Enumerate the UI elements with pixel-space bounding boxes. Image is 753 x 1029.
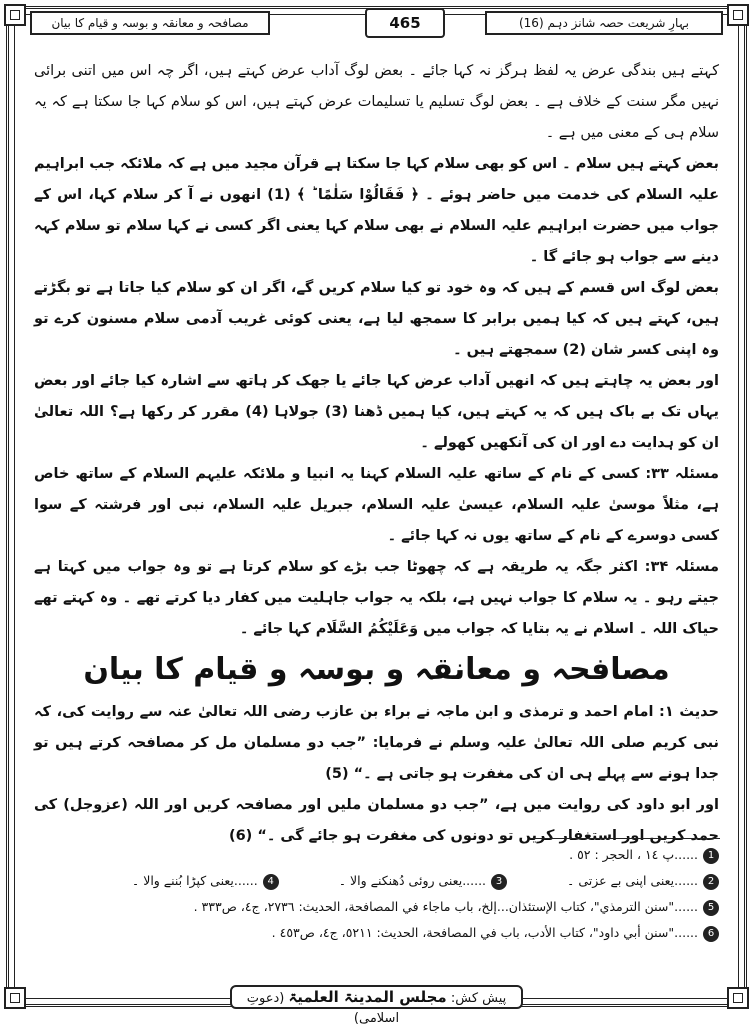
footnote-5 xyxy=(34,894,719,920)
paragraph: کہتے ہیں بندگی عرض یہ لفظ ہرگز نہ کہا جائے ۔ بعض لوگ آداب عرض کہتے ہیں، اگر چہ اس میں اتنی برائی نہیں مگر سنت کے خلاف ہے ۔ بعض لوگ تسلیم یا تسلیمات عرض کہتے ہیں، اس کو سلام کہا جا سکتا ہے کہ یہ سلام ہی کے معنی میں ہے ۔ xyxy=(34,63,719,141)
corner-ornament xyxy=(4,4,26,26)
section-title: مصافحہ و معانقہ و بوسہ و قیام کا بیان xyxy=(83,652,670,687)
footnote-text: ......یعنی روئی دُھنکنے والا ۔ xyxy=(338,873,487,888)
hadith-continuation: اور ابو داود کی روایت میں ہے، ”جب دو مسلمان ملیں اور مصافحہ کریں اور اللہ (عزوجل) کی حمد کریں اور استغفار کریں تو دونوں کی مغفرت ہو جائے گی ۔“ (6) xyxy=(34,797,719,844)
footnote-3 xyxy=(339,868,507,894)
publisher-name: مجلس المدینۃ العلمیۃ xyxy=(288,988,447,1006)
footnote-text: ......پ ١٤ ، الحجر : ٥٢ . xyxy=(569,847,698,862)
footnote-marker: 3 xyxy=(491,874,507,890)
footnote-text: ......یعنی کپڑا بُننے والا ۔ xyxy=(131,873,258,888)
chapter-title: مصافحہ و معانقہ و بوسہ و قیام کا بیان xyxy=(30,11,270,35)
footnote-2 xyxy=(567,868,719,894)
footnote-1 xyxy=(34,842,719,868)
footnote-marker: 6 xyxy=(703,926,719,942)
hadith-1: حدیث ۱: امام احمد و ترمذی و ابن ماجہ نے براء بن عازب رضی اللہ تعالیٰ عنہ سے روایت کی، کہ نبی کریم صلی اللہ تعالیٰ علیہ وسلم نے فرمایا: ”جب دو مسلمان مل کر مصافحہ کرتے ہیں تو جدا ہونے سے پہلے ہی ان کی مغفرت ہو جاتی ہے ۔“ (5) xyxy=(34,704,719,782)
footnote-6 xyxy=(34,920,719,946)
footnote-marker: 5 xyxy=(703,900,719,916)
footnote-divider xyxy=(530,838,720,839)
footnote-marker: 2 xyxy=(703,874,719,890)
footnote-text: ......"سنن الترمذي"، كتاب الإستئذان...إلخ، باب ماجاء في المصافحة، الحديث: ٢٧٣٦، ج٤، ص٣٣٣ . xyxy=(193,899,698,914)
footer-prefix: پیش کش: xyxy=(450,991,507,1006)
corner-ornament xyxy=(727,987,749,1009)
footnotes xyxy=(34,842,719,946)
corner-ornament xyxy=(4,987,26,1009)
publisher-footer xyxy=(230,985,523,1026)
paragraph: بعض کہتے ہیں سلام ۔ اس کو بھی سلام کہا جا سکتا ہے قرآن مجید میں ہے کہ ملائکہ جب ابراہیم علیہ السلام کی خدمت میں حاضر ہوئے ۔ ﴿ فَقَالُوْا سَلٰمًا ؕ ﴾ (1) انھوں نے آ کر سلام کہا، اس کے جواب میں حضرت ابراہیم علیہ السلام نے بھی سلام کہا یعنی اگر کسی نے کہا سلام تو سلام کہہ دینے سے جواب ہو جائے گا ۔ xyxy=(34,156,719,265)
footnote-marker: 1 xyxy=(703,848,719,864)
masala-34: مسئلہ ۳۴: اکثر جگہ یہ طریقہ ہے کہ چھوٹا جب بڑے کو سلام کرتا ہے تو وہ جواب میں کہتا ہے جیتے رہو ۔ یہ سلام کا جواب نہیں ہے، بلکہ یہ جواب جاہلیت میں کفار دیا کرتے تھے ۔ وہ کہتے تھے حیاک اللہ ۔ اسلام نے یہ بتایا کہ جواب میں وَعَلَیْکُمُ السَّلَام کہا جائے ۔ xyxy=(34,559,719,637)
paragraph: بعض لوگ اس قسم کے ہیں کہ وہ خود تو کیا سلام کریں گے، اگر ان کو سلام کیا جاتا ہے تو بگڑتے ہیں، کہتے ہیں کہ کیا ہمیں برابر کا سمجھ لیا ہے، یعنی کوئی غریب آدمی سلام مسنون کرے تو وہ اپنی کسر شان (2) سمجھتے ہیں ۔ xyxy=(34,280,719,358)
footnote-marker: 4 xyxy=(263,874,279,890)
footnote-text: ......یعنی اپنی بے عزتی ۔ xyxy=(567,873,698,888)
page-header xyxy=(30,8,723,38)
footnote-row xyxy=(34,868,719,894)
footnote-text: ......"سنن أبي داود"، كتاب الأدب، باب في المصافحة، الحديث: ٥٢١١، ج٤، ص٤٥٣ . xyxy=(271,925,698,940)
book-title: بہارِ شریعت حصہ شانز دہم (16) xyxy=(485,11,723,35)
page-number: 465 xyxy=(365,8,445,38)
paragraph: اور بعض یہ چاہتے ہیں کہ انھیں آداب عرض کہا جائے یا جھک کر ہاتھ سے اشارہ کیا جائے اور بعض یہاں تک بے باک ہیں کہ یہ کہتے ہیں، کیا ہمیں ڈھنا (3) جولاہا (4) مقرر کر رکھا ہے؟ اللہ تعالیٰ ان کو ہدایت دے اور ان کی آنکھیں کھولے ۔ xyxy=(34,373,719,451)
footer-suffix: (دعوتِ اسلامی) xyxy=(246,991,400,1026)
corner-ornament xyxy=(727,4,749,26)
footnote-4 xyxy=(132,868,279,894)
masala-33: مسئلہ ۳۳: کسی کے نام کے ساتھ علیہ السلام کہنا یہ انبیا و ملائکہ علیہم السلام کے ساتھ خاص ہے، مثلاً موسیٰ علیہ السلام، عیسیٰ علیہ السلام، جبریل علیہ السلام، نبی اور فرشتہ کے سوا کسی دوسرے کے نام کے ساتھ یوں نہ کہا جائے ۔ xyxy=(34,466,719,544)
main-text xyxy=(34,56,719,852)
